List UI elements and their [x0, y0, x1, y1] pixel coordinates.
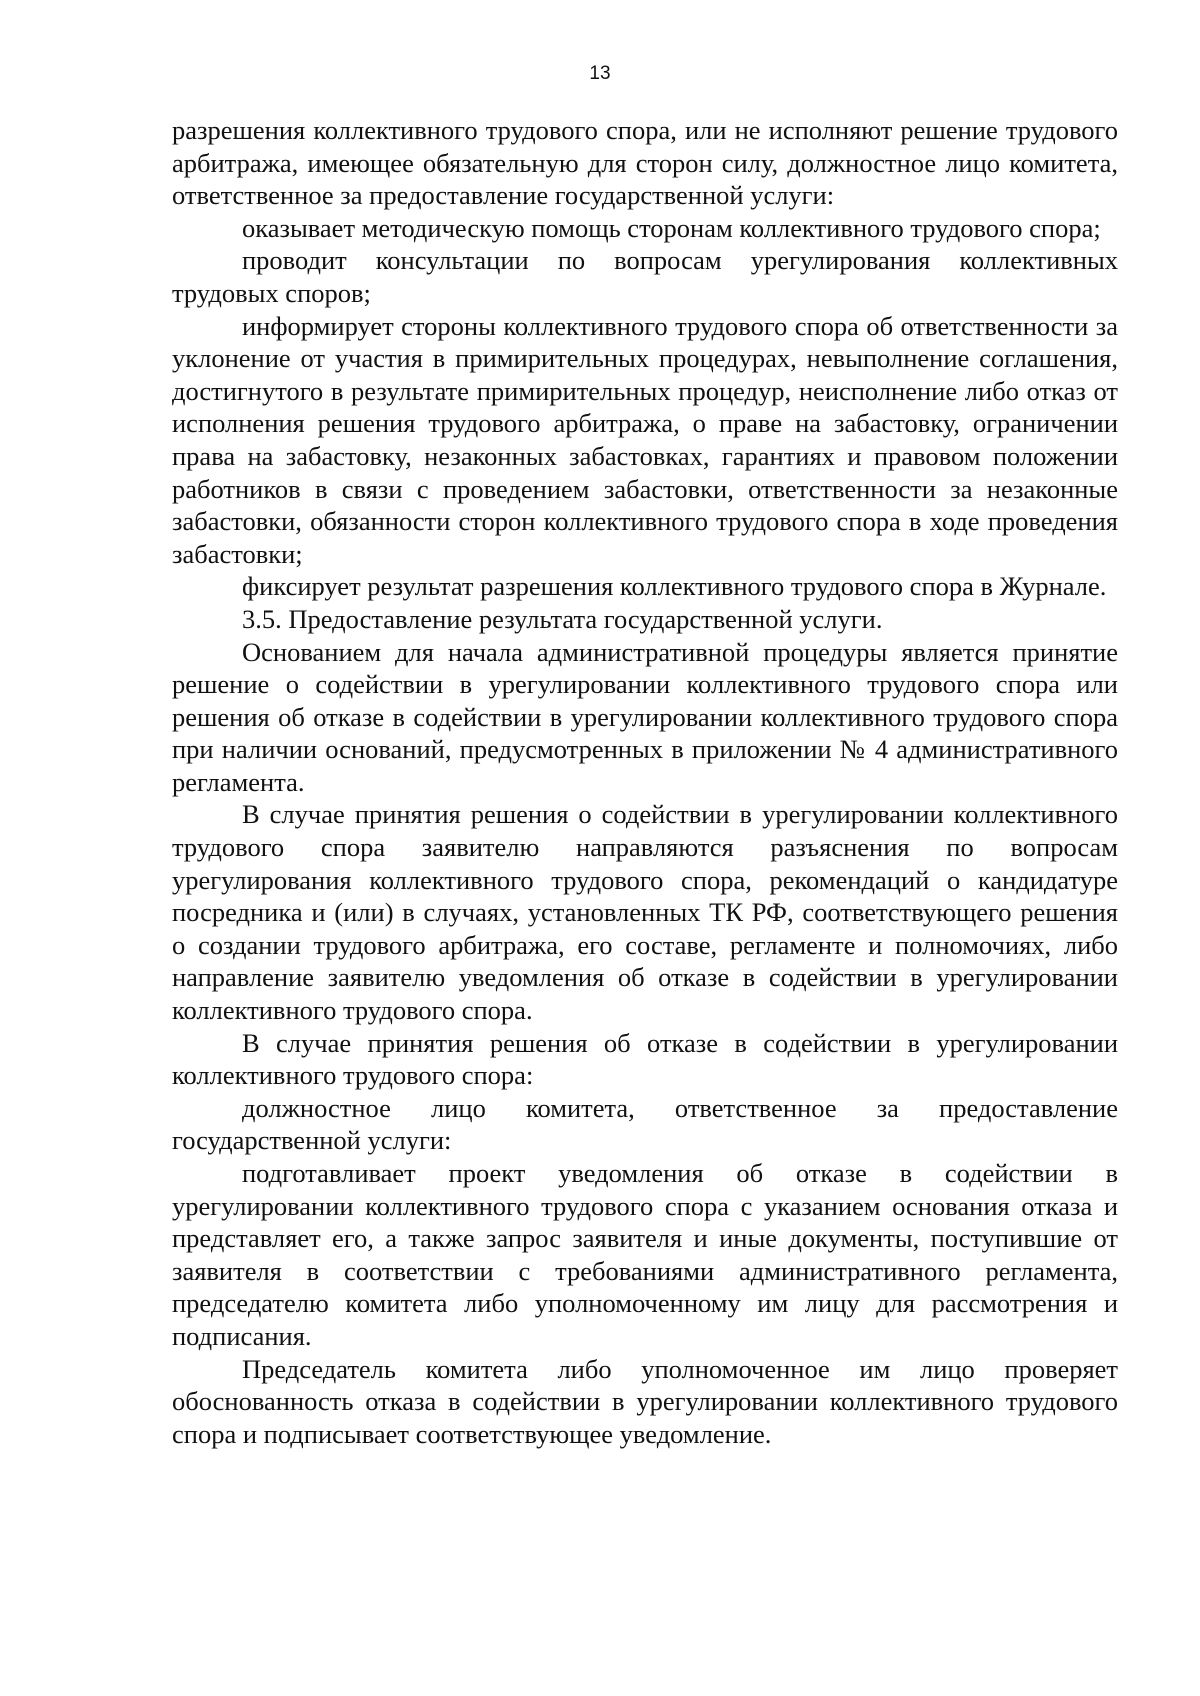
page-number: 13 [589, 63, 611, 84]
paragraph-records-result: фиксирует результат разрешения коллективного трудового спора в Журнале. [242, 571, 1107, 602]
paragraph-continuation: разрешения коллективного трудового спора, или не исполняют решение трудового арбитража, имеющее обязательную для сторон силу, должностное лицо комитета, ответственное за предоставление государственной услуги: [172, 115, 1118, 211]
document-body [172, 114, 1118, 1450]
section-heading-3-5: 3.5. Предоставление результата государственной услуги. [242, 603, 883, 634]
paragraph-procedure-basis: Основанием для начала административной процедуры является принятие решение о содействии в урегулировании коллективного трудового спора или решения об отказе в содействии в урегулировании коллективного трудового спора при наличии оснований, предусмотренных в приложении № 4 административного регламента. [172, 636, 1118, 797]
paragraph-assistance-decision: В случае принятия решения о содействии в урегулировании коллективного трудового спора заявителю направляются разъяснения по вопросам урегулирования коллективного трудового спора, рекомендаций о кандидатуре посредника и (или) в случаях, установленных ТК РФ, соответствующего решения о создании трудового арбитража, его составе, регламенте и полномочиях, либо направление заявителю уведомления об отказе в содействии в урегулировании коллективного трудового спора. [172, 799, 1118, 1026]
paragraph-informs-parties: информирует стороны коллективного трудового спора об ответственности за уклонение от участия в примирительных процедурах, невыполнение соглашения, достигнутого в результате примирительных процедур, неисполнение либо отказ от исполнения решения трудового арбитража, о праве на забастовку, ограничении права на забастовку, незаконных забастовках, гарантиях и правовом положении работников в связи с проведением забастовки, ответственности за незаконные забастовки, обязанности сторон коллективного трудового спора в ходе проведения забастовки; [172, 310, 1118, 569]
paragraph-consultations: проводит консультации по вопросам урегулирования коллективных трудовых споров; [172, 245, 1118, 308]
paragraph-refusal-decision: В случае принятия решения об отказе в содействии в урегулировании коллективного трудового спора: [172, 1027, 1118, 1091]
paragraph-official: должностное лицо комитета, ответственное за предоставление государственной услуги: [172, 1092, 1118, 1156]
paragraph-prepares-notice: подготавливает проект уведомления об отказе в содействии в урегулировании коллективного трудового спора с указанием основания отказа и представляет его, а также запрос заявителя и иные документы, поступившие от заявителя в соответствии с требованиями административного регламента, председателю комитета либо уполномоченному им лицу для рассмотрения и подписания. [172, 1158, 1118, 1351]
paragraph-methodical-help: оказывает методическую помощь сторонам коллективного трудового спора; [242, 212, 1101, 243]
paragraph-chairman-verifies: Председатель комитета либо уполномоченное им лицо проверяет обоснованность отказа в содействии в урегулировании коллективного трудового спора и подписывает соответствующее уведомление. [172, 1353, 1118, 1449]
